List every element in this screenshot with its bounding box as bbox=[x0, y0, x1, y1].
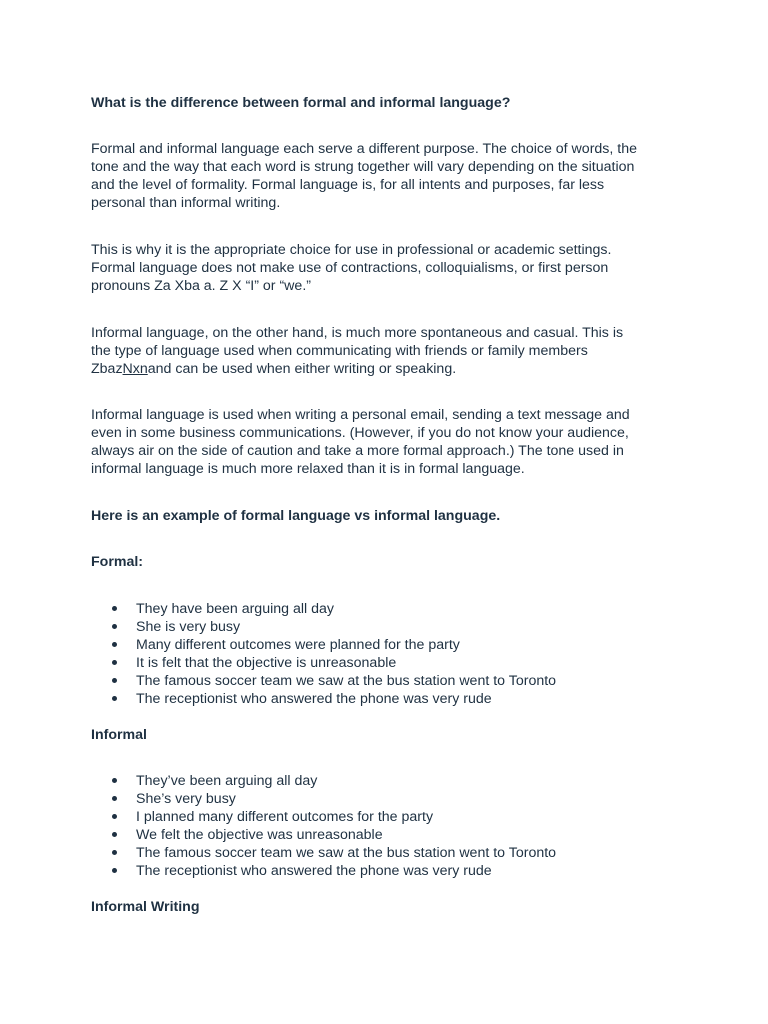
paragraph-line: the type of language used when communicating with friends or family members bbox=[91, 343, 588, 359]
bullet-icon bbox=[112, 778, 117, 783]
paragraph-line: even in some business communications. (However, if you do not know your audience, bbox=[91, 425, 629, 441]
paragraph-line: pronouns Za Xba a. Z X “I” or “we.” bbox=[91, 278, 311, 294]
list-item-text: It is felt that the objective is unreasonable bbox=[136, 655, 397, 671]
list-item bbox=[112, 600, 556, 618]
page-title: What is the difference between formal and informal language? bbox=[91, 95, 511, 111]
underlined-link[interactable]: Nxn bbox=[122, 361, 148, 377]
list-item bbox=[112, 772, 556, 790]
list-item bbox=[112, 844, 556, 862]
paragraph-fragment: Zbaz bbox=[91, 361, 123, 377]
paragraph-line: Informal language is used when writing a personal email, sending a text message and bbox=[91, 407, 630, 423]
bullet-icon bbox=[112, 624, 117, 629]
paragraph-intro bbox=[91, 140, 691, 212]
list-item-text: The receptionist who answered the phone was very rude bbox=[136, 863, 492, 879]
paragraph-line: Formal and informal language each serve a different purpose. The choice of words, the bbox=[91, 141, 638, 157]
paragraph-line: Informal language, on the other hand, is much more spontaneous and casual. This is bbox=[91, 325, 624, 341]
bullet-icon bbox=[112, 796, 117, 801]
formal-heading: Formal: bbox=[91, 554, 144, 570]
list-item-text: The famous soccer team we saw at the bus station went to Toronto bbox=[136, 673, 557, 689]
list-item-text: I planned many different outcomes for the party bbox=[136, 809, 434, 825]
informal-examples-list bbox=[112, 772, 556, 880]
bullet-icon bbox=[112, 696, 117, 701]
list-item bbox=[112, 672, 556, 690]
list-item-text: They have been arguing all day bbox=[136, 601, 334, 617]
list-item-text: Many different outcomes were planned for the party bbox=[136, 637, 460, 653]
paragraph-line: always air on the side of caution and take a more formal approach.) The tone used in bbox=[91, 443, 624, 459]
list-item-text: She’s very busy bbox=[136, 791, 236, 807]
paragraph-line: tone and the way that each word is strung together will vary depending on the situation bbox=[91, 159, 635, 175]
informal-writing-heading: Informal Writing bbox=[91, 899, 200, 915]
bullet-icon bbox=[112, 850, 117, 855]
paragraph-line: This is why it is the appropriate choice for use in professional or academic settings. bbox=[91, 242, 612, 258]
list-item bbox=[112, 808, 556, 826]
formal-examples-list bbox=[112, 600, 556, 708]
bullet-icon bbox=[112, 832, 117, 837]
list-item-text: They’ve been arguing all day bbox=[136, 773, 318, 789]
list-item bbox=[112, 690, 556, 708]
paragraph-line: Formal language does not make use of contractions, colloquialisms, or first person bbox=[91, 260, 609, 276]
bullet-icon bbox=[112, 814, 117, 819]
paragraph-informal-usage bbox=[91, 406, 691, 478]
list-item bbox=[112, 826, 556, 844]
informal-heading: Informal bbox=[91, 727, 147, 743]
paragraph-line bbox=[91, 360, 691, 378]
bullet-icon bbox=[112, 606, 117, 611]
list-item bbox=[112, 636, 556, 654]
paragraph-fragment: and can be used when either writing or speaking. bbox=[147, 361, 457, 377]
bullet-icon bbox=[112, 660, 117, 665]
paragraph-line: personal than informal writing. bbox=[91, 195, 281, 211]
paragraph-line: informal language is much more relaxed than it is in formal language. bbox=[91, 461, 525, 477]
paragraph-formal-usage bbox=[91, 241, 691, 295]
example-heading: Here is an example of formal language vs informal language. bbox=[91, 508, 501, 524]
list-item-text: The receptionist who answered the phone was very rude bbox=[136, 691, 492, 707]
bullet-icon bbox=[112, 642, 117, 647]
bullet-icon bbox=[112, 868, 117, 873]
list-item bbox=[112, 618, 556, 636]
list-item-text: She is very busy bbox=[136, 619, 241, 635]
list-item-text: The famous soccer team we saw at the bus station went to Toronto bbox=[136, 845, 557, 861]
list-item bbox=[112, 654, 556, 672]
paragraph-informal-intro bbox=[91, 324, 691, 378]
paragraph-line: and the level of formality. Formal language is, for all intents and purposes, far less bbox=[91, 177, 605, 193]
list-item-text: We felt the objective was unreasonable bbox=[136, 827, 383, 843]
list-item bbox=[112, 862, 556, 880]
list-item bbox=[112, 790, 556, 808]
bullet-icon bbox=[112, 678, 117, 683]
